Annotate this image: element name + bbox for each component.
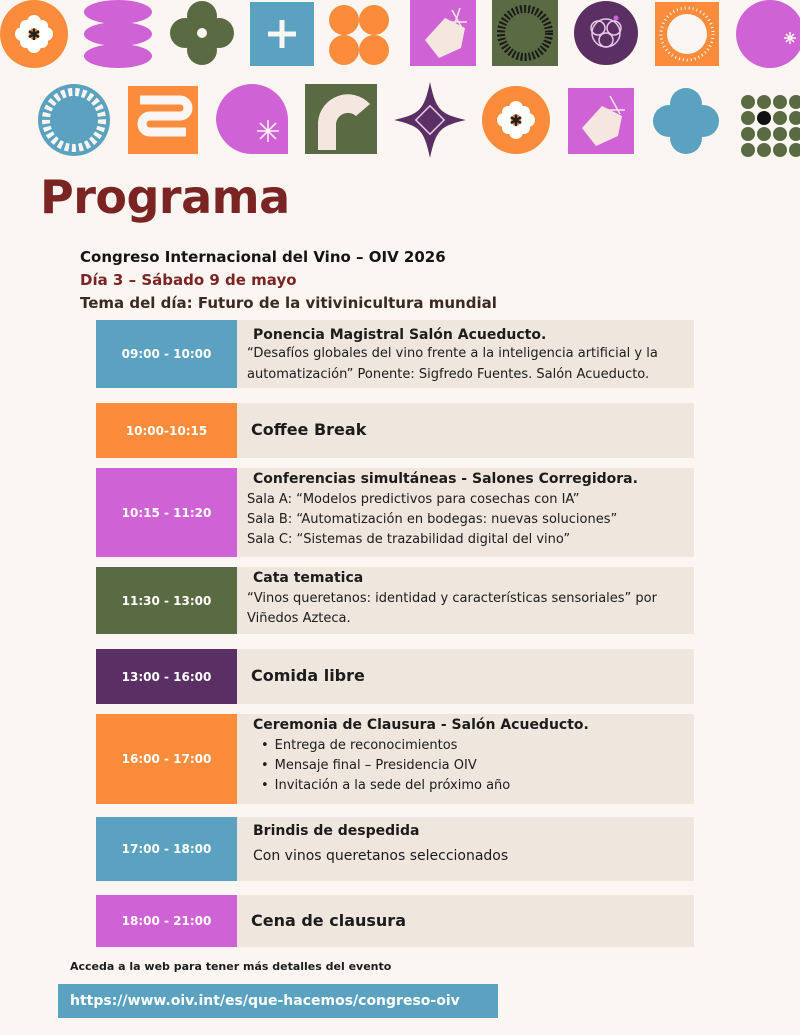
time-slot: 10:15 - 11:20 bbox=[96, 468, 237, 557]
blue-flower-icon bbox=[653, 88, 719, 154]
pink-sparkle-icon bbox=[216, 84, 288, 154]
session-info bbox=[237, 567, 694, 634]
time-slot: 09:00 - 10:00 bbox=[96, 320, 237, 388]
session-heading: Conferencias simultáneas - Salones Corregidora. bbox=[253, 471, 638, 487]
session-heading: Cena de clausura bbox=[251, 910, 406, 930]
session-line: Sala B: “Automatización en bodegas: nuevas soluciones” bbox=[247, 511, 618, 527]
event-name: Congreso Internacional del Vino – OIV 2026 bbox=[80, 248, 446, 266]
bullet-list bbox=[247, 736, 686, 796]
session-line: Con vinos queretanos seleccionados bbox=[253, 848, 509, 864]
event-url-link[interactable]: https://www.oiv.int/es/que-hacemos/congreso-oiv bbox=[58, 984, 498, 1018]
list-item: • Invitación a la sede del próximo año bbox=[261, 776, 686, 796]
session-line: “Desafíos globales del vino frente a la inteligencia artificial y la bbox=[247, 346, 658, 362]
session-heading: Ceremonia de Clausura - Salón Acueducto. bbox=[253, 717, 589, 733]
orange-flower-icon bbox=[0, 0, 68, 68]
session-line: “Vinos queretanos: identidad y características sensoriales” por bbox=[247, 590, 657, 606]
list-item: • Mensaje final – Presidencia OIV bbox=[261, 756, 686, 776]
time-slot: 16:00 - 17:00 bbox=[96, 714, 237, 804]
time-slot: 18:00 - 21:00 bbox=[96, 895, 237, 947]
purple-rosette-icon bbox=[574, 1, 638, 65]
orange-flower-icon bbox=[482, 86, 550, 154]
schedule-row bbox=[96, 714, 694, 804]
decor-icons bbox=[0, 0, 800, 160]
session-line: Viñedos Azteca. bbox=[247, 610, 351, 626]
schedule-row bbox=[96, 649, 694, 704]
pink-sparkle-icon bbox=[736, 0, 800, 68]
schedule-row bbox=[96, 567, 694, 634]
green-arch-icon bbox=[305, 84, 377, 154]
orange-sun-icon bbox=[655, 2, 719, 66]
session-heading: Coffee Break bbox=[251, 420, 367, 440]
session-info bbox=[237, 403, 694, 458]
session-line: automatización” Ponente: Sigfredo Fuentes. Salón Acueducto. bbox=[247, 366, 650, 382]
session-heading: Brindis de despedida bbox=[253, 823, 420, 839]
blue-ring-icon bbox=[38, 84, 110, 156]
session-info bbox=[237, 468, 694, 557]
schedule-row bbox=[96, 403, 694, 458]
session-info bbox=[237, 895, 694, 947]
session-heading: Ponencia Magistral Salón Acueducto. bbox=[253, 327, 547, 343]
time-slot: 17:00 - 18:00 bbox=[96, 817, 237, 881]
green-dot-grid-icon bbox=[741, 95, 800, 157]
schedule-row bbox=[96, 895, 694, 947]
svg-text:✱: ✱ bbox=[509, 111, 523, 130]
day-theme: Tema del día: Futuro de la vitivinicultura mundial bbox=[80, 294, 497, 312]
session-info bbox=[237, 817, 694, 881]
svg-text:✱: ✱ bbox=[27, 25, 41, 44]
purple-star-icon bbox=[394, 82, 466, 158]
pink-bone-icon bbox=[568, 88, 634, 154]
session-line: Sala C: “Sistemas de trazabilidad digital del vino” bbox=[247, 531, 571, 547]
time-slot: 11:30 - 13:00 bbox=[96, 567, 237, 634]
stacked-pills-icon bbox=[84, 0, 152, 68]
session-heading: Cata tematica bbox=[253, 570, 364, 586]
orange-quad-circles-icon bbox=[329, 5, 389, 65]
session-info bbox=[237, 649, 694, 704]
session-line: Sala A: “Modelos predictivos para cosechas con IA” bbox=[247, 491, 580, 507]
session-info bbox=[237, 714, 694, 804]
blue-square-icon bbox=[250, 2, 314, 66]
session-info bbox=[237, 320, 694, 388]
session-heading: Comida libre bbox=[251, 666, 365, 686]
time-slot: 13:00 - 16:00 bbox=[96, 649, 237, 704]
footer-note: Acceda a la web para tener más detalles del evento bbox=[70, 960, 392, 973]
green-sunburst-icon bbox=[492, 0, 558, 66]
page-title: Programa bbox=[40, 170, 290, 224]
pink-bone-icon bbox=[410, 0, 476, 66]
green-flower-icon bbox=[170, 1, 234, 65]
schedule-row bbox=[96, 468, 694, 557]
orange-wave-icon bbox=[128, 86, 198, 154]
list-item: • Entrega de reconocimientos bbox=[261, 736, 686, 756]
time-slot: 10:00-10:15 bbox=[96, 403, 237, 458]
schedule-row bbox=[96, 320, 694, 388]
schedule-row bbox=[96, 817, 694, 881]
day-label: Día 3 – Sábado 9 de mayo bbox=[80, 271, 297, 289]
